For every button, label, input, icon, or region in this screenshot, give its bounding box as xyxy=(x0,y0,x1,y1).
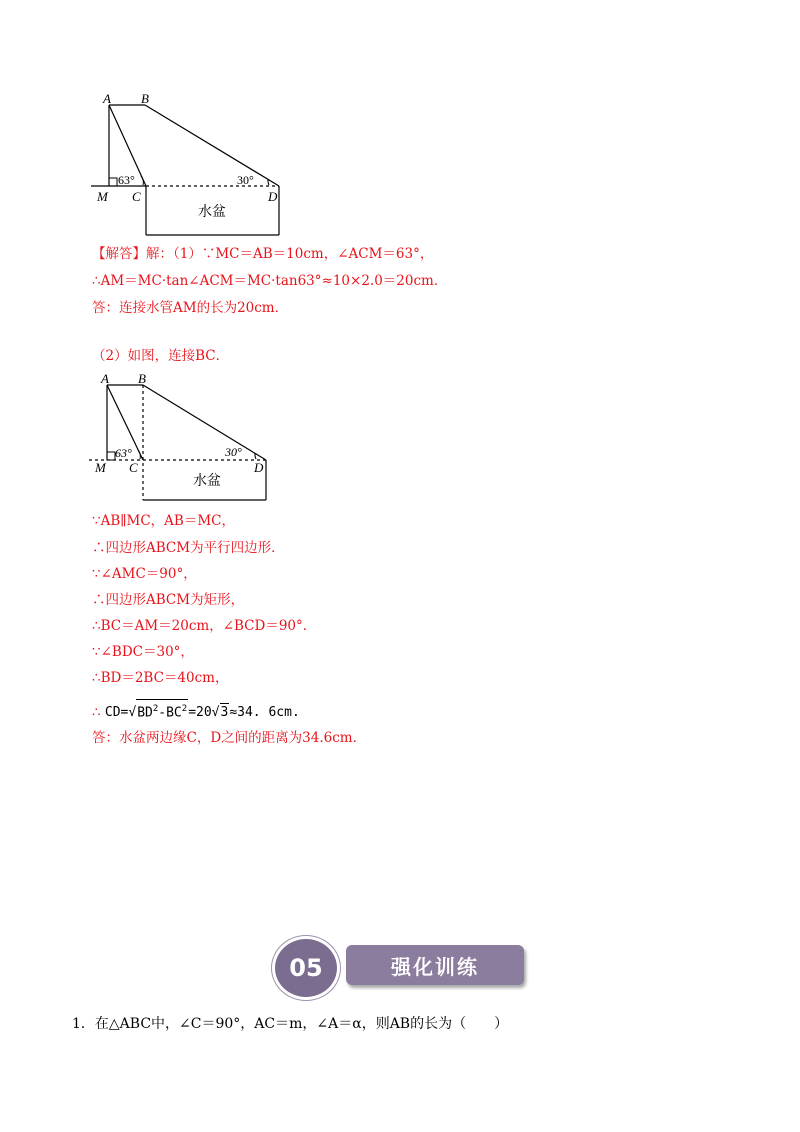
label-m: M xyxy=(95,460,106,475)
section-title: 强化训练 xyxy=(391,954,479,979)
label-b: B xyxy=(141,91,149,106)
figure-1-diagram xyxy=(85,90,295,240)
exp-1: 2 xyxy=(152,704,159,714)
proof-line-3: ∵∠AMC＝90°， xyxy=(92,566,197,582)
label-a: A xyxy=(101,371,109,386)
rad1-bd: BD xyxy=(137,705,153,721)
proof-line-4: ∴四边形ABCM为矩形， xyxy=(92,592,245,608)
label-c: C xyxy=(132,189,141,204)
sqrt-symbol: √ xyxy=(128,705,137,721)
basin-label: 水盆 xyxy=(193,473,221,489)
radicand-2: 3 xyxy=(220,705,229,721)
exp-2: 2 xyxy=(181,704,188,714)
proof-line-1: ∵AB∥MC，AB＝MC， xyxy=(92,513,235,529)
solution-line-1: 【解答】解：（1）∵MC＝AB＝10cm，∠ACM＝63°， xyxy=(92,246,434,262)
label-d: D xyxy=(254,460,264,475)
label-a: A xyxy=(103,91,111,106)
sqrt-symbol-2: √ xyxy=(211,705,220,721)
solution-line-4: （2）如图，连接BC． xyxy=(92,348,230,364)
proof-line-8 xyxy=(92,699,300,722)
question-1: 1．在△ABC中，∠C＝90°，AC＝m，∠A＝α，则AB的长为（ ） xyxy=(72,1016,509,1032)
section-number: 05 xyxy=(289,954,323,982)
label-d: D xyxy=(268,189,278,204)
figure-2-diagram xyxy=(85,368,295,508)
proof-line-9: 答：水盆两边缘C，D之间的距离为34.6cm． xyxy=(92,730,367,746)
proof-line-6: ∵∠BDC＝30°， xyxy=(92,644,194,660)
proof-line-5: ∴BC＝AM＝20cm，∠BCD＝90°． xyxy=(92,618,317,634)
formula-lhs: CD= xyxy=(104,705,129,721)
section-number-circle xyxy=(272,936,340,1000)
formula-eq: =20 xyxy=(188,705,212,721)
proof-line-2: ∴四边形ABCM为平行四边形． xyxy=(92,540,285,556)
angle-63-label: 63° xyxy=(115,446,132,460)
angle-30-label: 30° xyxy=(237,173,254,187)
therefore-symbol: ∴ xyxy=(92,704,101,721)
proof-line-7: ∴BD＝2BC＝40cm， xyxy=(92,670,229,686)
formula-result: ≈34. 6cm xyxy=(229,705,292,721)
label-m: M xyxy=(97,189,108,204)
label-b: B xyxy=(138,371,146,386)
solution-line-3: 答：连接水管AM的长为20cm． xyxy=(92,300,289,316)
label-c: C xyxy=(129,460,138,475)
basin-label: 水盆 xyxy=(198,204,226,220)
section-title-bar xyxy=(346,945,524,985)
angle-63-label: 63° xyxy=(118,173,135,187)
formula-end: . xyxy=(291,705,300,721)
radicand-1 xyxy=(136,699,188,722)
solution-line-2: ∴AM＝MC·tan∠ACM＝MC·tan63°≈10×2.0＝20cm． xyxy=(92,273,448,289)
rad1-bc: -BC xyxy=(158,705,182,721)
angle-30-label: 30° xyxy=(225,445,242,459)
section-badge xyxy=(272,935,524,995)
cd-formula xyxy=(105,705,300,720)
